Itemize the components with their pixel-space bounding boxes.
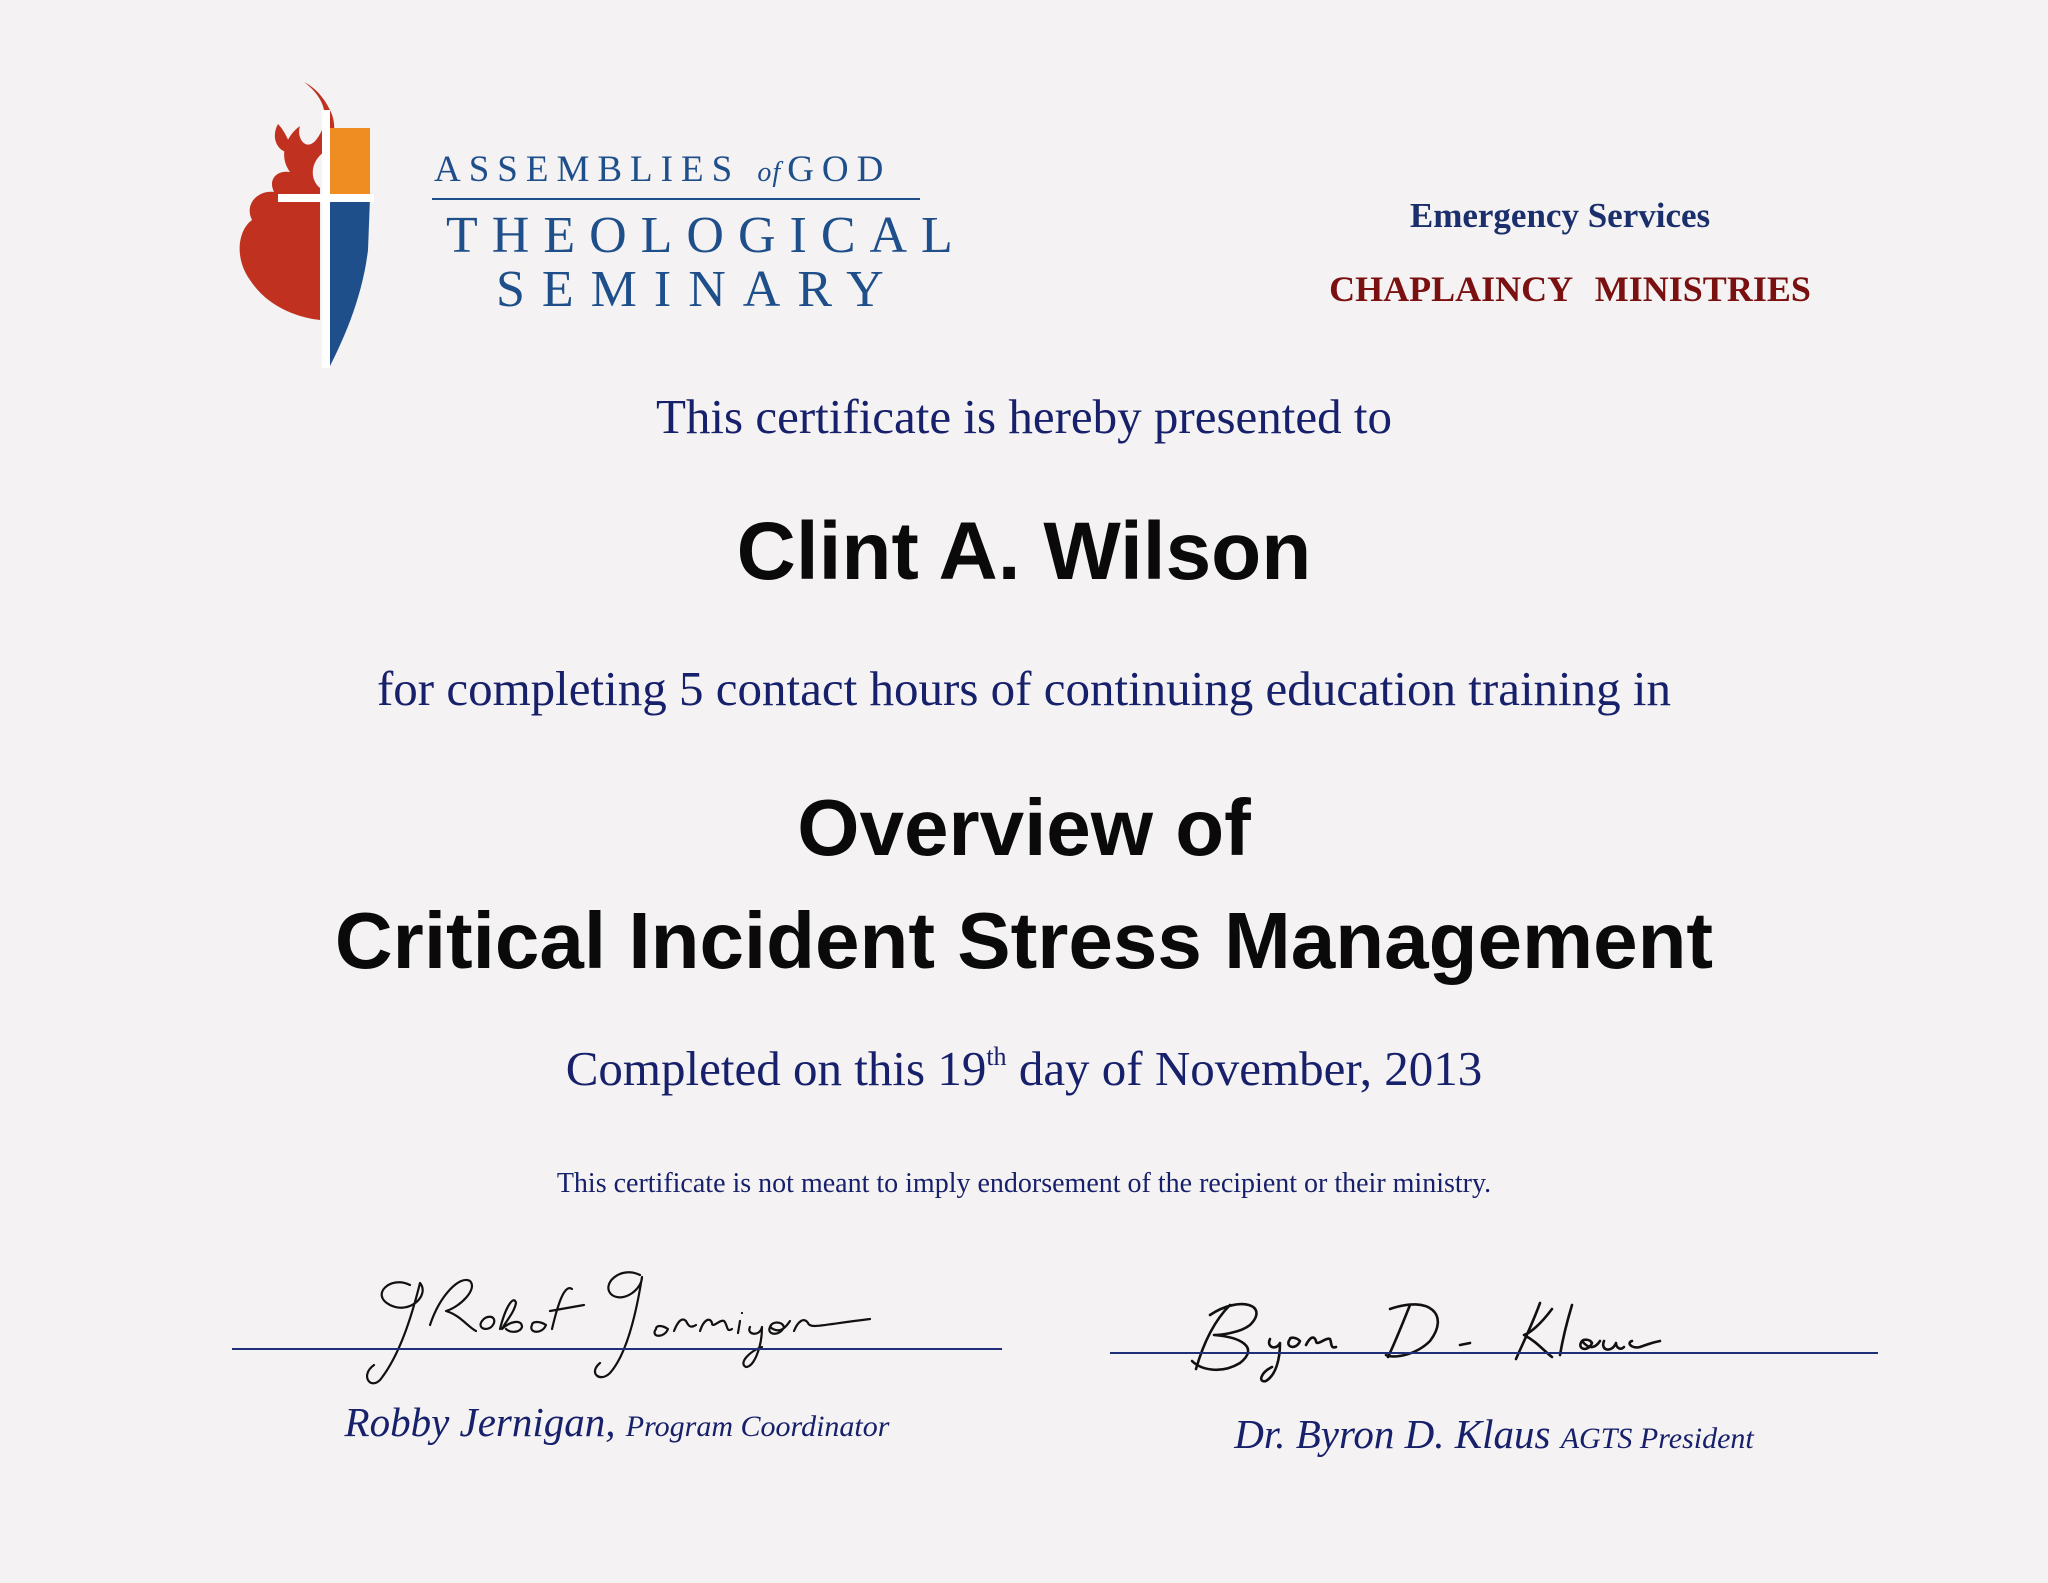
left-signatory-title: Program Coordinator [625, 1410, 890, 1443]
wordmark-line-1: ASSEMBLIES of GOD [434, 149, 892, 190]
course-title-line-1: Overview of [797, 783, 1251, 872]
right-signatory-title: AGTS President [1560, 1422, 1754, 1455]
right-signatory [1110, 1410, 1878, 1458]
completion-statement: for completing 5 contact hours of continuing education training in [376, 661, 1672, 716]
seminary-flame-cross-logo [238, 80, 428, 370]
wordmark-divider [432, 198, 920, 200]
course-title-line-2: Critical Incident Stress Management [334, 896, 1714, 985]
left-signature-line [232, 1348, 1002, 1350]
wordmark-line-3: SEMINARY [496, 261, 901, 318]
emergency-services-label: Emergency Services [1409, 196, 1711, 235]
klaus-handwritten-signature [1180, 1285, 1750, 1395]
endorsement-disclaimer: This certificate is not meant to imply endorsement of the recipient or their ministry. [556, 1168, 1492, 1199]
presented-to-text: This certificate is hereby presented to [655, 389, 1393, 444]
wordmark-line-2: THEOLOGICAL [446, 207, 967, 264]
left-signatory [232, 1398, 1002, 1446]
recipient-name: Clint A. Wilson [736, 506, 1312, 597]
chaplaincy-ministries-label: CHAPLAINCY MINISTRIES [1329, 269, 1811, 309]
completion-date: Completed on this 19th day of November, 2013 [565, 1041, 1483, 1096]
right-signature-line [1110, 1352, 1878, 1354]
right-signatory-name: Dr. Byron D. Klaus [1234, 1411, 1561, 1457]
jernigan-handwritten-signature [350, 1255, 930, 1395]
left-signatory-name: Robby Jernigan, [344, 1399, 626, 1445]
